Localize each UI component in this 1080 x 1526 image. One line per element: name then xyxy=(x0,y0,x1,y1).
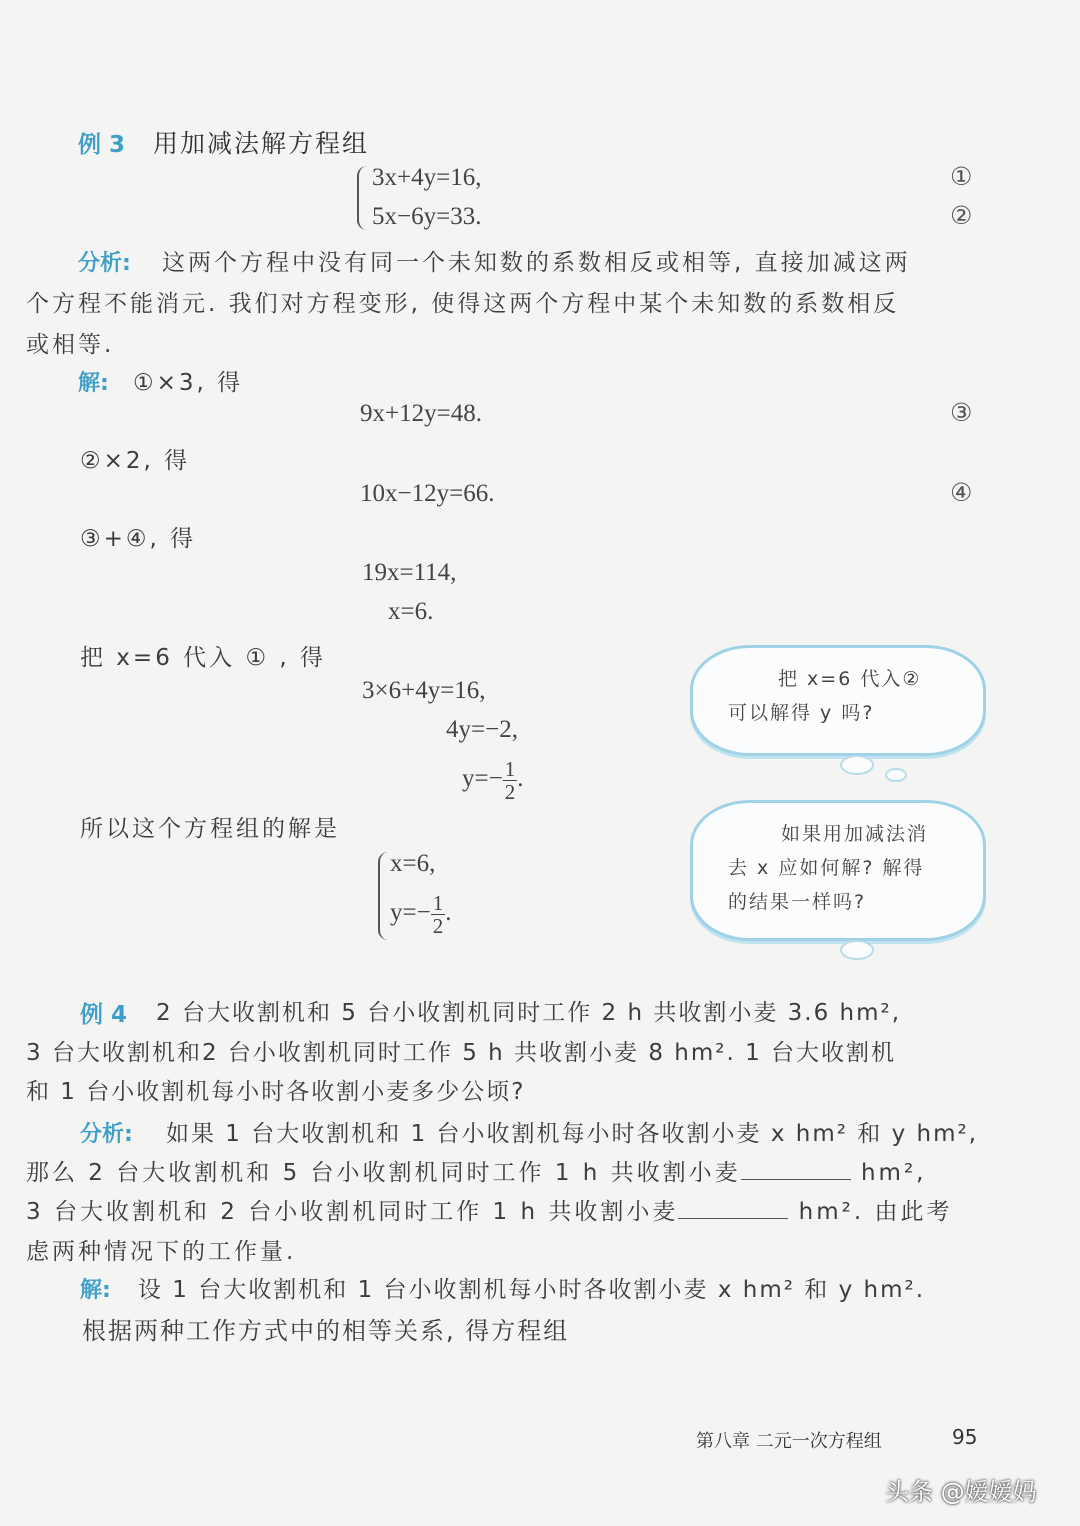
solution-y: y=− $\frac{1}{2}$ . xyxy=(390,891,452,938)
example-3-label: 例 3 xyxy=(78,132,126,158)
equation-3: 9x+12y=48. xyxy=(360,400,482,427)
example-3-title: 用加减法解方程组 xyxy=(153,129,370,158)
example-4-line-1: 2 台大收割机和 5 台小收割机同时工作 2 h 共收割小麦 3.6 hm², xyxy=(156,1000,902,1026)
chapter-title: 第八章 二元一次方程组 xyxy=(696,1431,882,1452)
analysis-4-label: 分析: xyxy=(80,1122,133,1147)
analysis-line-3: 或相等. xyxy=(26,332,115,358)
solution-4-label: 解: xyxy=(80,1278,111,1303)
cloud-2-line-1: 如果用加减法消 xyxy=(781,823,929,845)
analysis-4-line-3: 3 台大收割机和 2 台小收割机同时工作 1 h 共收割小麦 hm². 由此考 xyxy=(26,1199,953,1225)
cloud-1-line-1: 把 x=6 代入② xyxy=(778,668,922,690)
answer-blank-2 xyxy=(678,1198,788,1219)
system-brace xyxy=(357,166,369,230)
answer-blank-1 xyxy=(741,1159,851,1180)
cloud-1-line-2: 可以解得 y 吗? xyxy=(728,702,875,724)
solution-brace xyxy=(378,852,390,940)
cloud-1-puff-small xyxy=(885,768,907,782)
analysis-4-line-2: 那么 2 台大收割机和 5 台小收割机同时工作 1 h 共收割小麦 hm², xyxy=(26,1160,927,1186)
equation-9: y=− $\frac{1}{2}$ . xyxy=(462,757,524,804)
cloud-1-puff xyxy=(840,755,874,775)
example-4-label: 例 4 xyxy=(80,1002,128,1028)
equation-6: x=6. xyxy=(388,598,434,625)
equation-2: 5x−6y=33. xyxy=(372,203,482,230)
analysis-line-1: 这两个方程中没有同一个未知数的系数相反或相等, 直接加减这两 xyxy=(162,250,911,276)
example-4-line-2: 3 台大收割机和2 台小收割机同时工作 5 h 共收割小麦 8 hm². 1 台大收割机 xyxy=(26,1040,897,1066)
thought-cloud-2 xyxy=(690,800,986,941)
equation-5: 19x=114, xyxy=(362,559,457,586)
solution-4-line-2: 根据两种工作方式中的相等关系, 得方程组 xyxy=(82,1317,570,1345)
step-3: ③+④, 得 xyxy=(80,526,197,552)
thought-cloud-1 xyxy=(690,645,986,756)
analysis-label: 分析: xyxy=(78,251,131,276)
cloud-2-puff xyxy=(840,940,874,960)
solution-4-line-1: 设 1 台大收割机和 1 台小收割机每小时各收割小麦 x hm² 和 y hm². xyxy=(138,1277,926,1303)
equation-1: 3x+4y=16, xyxy=(372,164,482,191)
page-number: 95 xyxy=(952,1425,978,1449)
marker-1: ① xyxy=(950,162,973,191)
marker-3: ③ xyxy=(950,398,973,427)
cloud-2-line-2: 去 x 应如何解? 解得 xyxy=(728,857,925,879)
step-1: ①×3, 得 xyxy=(133,370,244,396)
equation-4: 10x−12y=66. xyxy=(360,480,495,507)
analysis-4-line-1: 如果 1 台大收割机和 1 台小收割机每小时各收割小麦 x hm² 和 y hm², xyxy=(166,1121,979,1147)
watermark: 头条 @嫒嫒妈 xyxy=(885,1478,1037,1506)
equation-7: 3×6+4y=16, xyxy=(362,677,486,704)
cloud-2-line-3: 的结果一样吗? xyxy=(728,891,867,913)
example-4-line-3: 和 1 台小收割机每小时各收割小麦多少公顷? xyxy=(26,1079,526,1105)
equation-8: 4y=−2, xyxy=(446,716,518,743)
marker-2: ② xyxy=(950,201,973,230)
analysis-4-line-4: 虑两种情况下的工作量. xyxy=(26,1239,297,1265)
analysis-line-2: 个方程不能消元. 我们对方程变形, 使得这两个方程中某个未知数的系数相反 xyxy=(26,291,900,317)
solution-x: x=6, xyxy=(390,850,436,877)
conclusion-text: 所以这个方程组的解是 xyxy=(80,816,340,842)
solution-label: 解: xyxy=(78,371,109,396)
marker-4: ④ xyxy=(950,478,973,507)
step-4: 把 x=6 代入 ① , 得 xyxy=(80,645,327,671)
step-2: ②×2, 得 xyxy=(80,448,191,474)
